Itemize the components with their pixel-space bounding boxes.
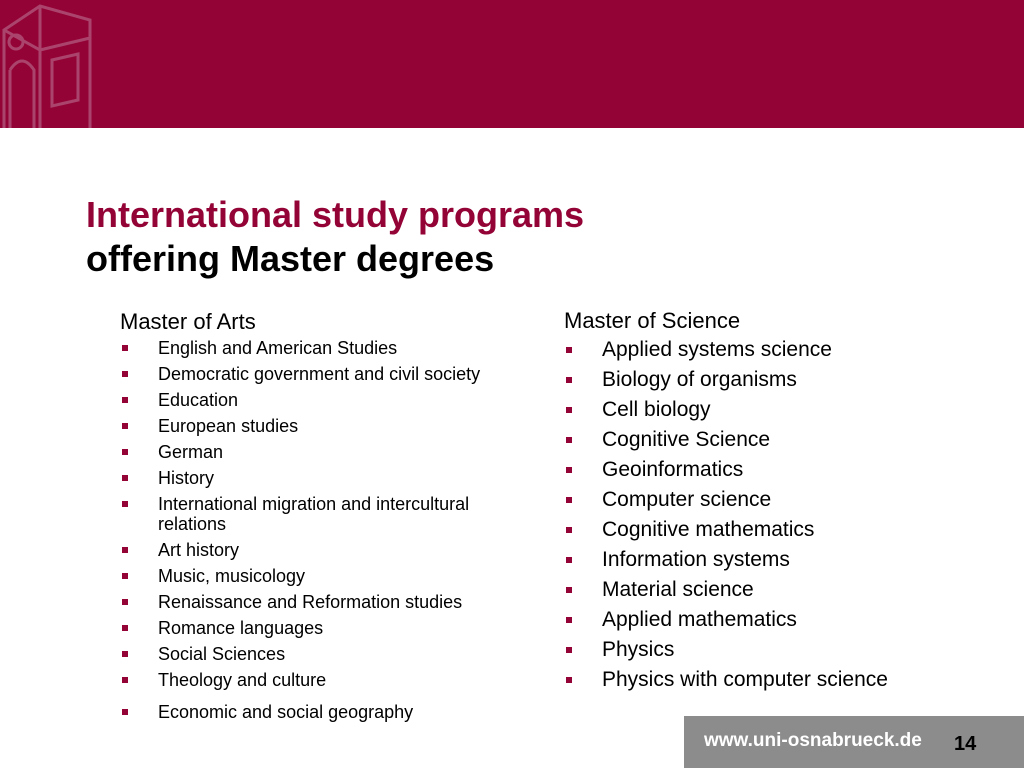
list-item-label: Geoinformatics: [602, 458, 744, 481]
list-item: [564, 667, 984, 693]
list-item-label: Cell biology: [602, 398, 711, 421]
square-bullet-icon: [566, 497, 572, 503]
master-of-arts-column: [120, 308, 540, 728]
list-item: [564, 457, 984, 483]
list-item: [120, 592, 540, 612]
list-item-label: Cognitive mathematics: [602, 518, 815, 541]
list-item: [564, 607, 984, 633]
square-bullet-icon: [566, 527, 572, 533]
square-bullet-icon: [566, 347, 572, 353]
list-item: [564, 547, 984, 573]
list-item: [120, 494, 540, 534]
footer-bar: [684, 716, 1024, 768]
list-item: [120, 364, 540, 384]
list-item-label: Art history: [158, 540, 240, 560]
list-item-label: Cognitive Science: [602, 428, 771, 451]
list-item-label: Theology and culture: [158, 670, 327, 690]
list-item: [120, 442, 540, 462]
square-bullet-icon: [122, 423, 128, 429]
square-bullet-icon: [122, 345, 128, 351]
list-item: [564, 337, 984, 363]
list-item: [120, 338, 540, 358]
list-item-label: Physics with computer science: [602, 668, 888, 691]
list-item: [120, 468, 540, 488]
list-item-label: Physics: [602, 638, 675, 661]
master-of-arts-heading: Master of Arts: [120, 309, 256, 334]
list-item-label: Social Sciences: [158, 644, 286, 664]
master-of-science-list: [564, 337, 984, 693]
title-line-1: International study programs: [86, 194, 585, 235]
page-number: 14: [954, 733, 977, 755]
list-item-label: Biology of organisms: [602, 368, 797, 391]
square-bullet-icon: [566, 437, 572, 443]
square-bullet-icon: [566, 467, 572, 473]
list-item-label: Information systems: [602, 548, 790, 571]
square-bullet-icon: [566, 587, 572, 593]
list-item: [564, 577, 984, 603]
list-item: [120, 390, 540, 410]
square-bullet-icon: [122, 677, 128, 683]
list-item: [564, 427, 984, 453]
slide-title: [86, 193, 584, 281]
university-building-outline-icon: [0, 0, 100, 128]
list-item-label: Material science: [602, 578, 754, 601]
list-item-label: Economic and social geography: [158, 702, 414, 722]
list-item: [564, 487, 984, 513]
master-of-science-heading: Master of Science: [564, 308, 741, 333]
square-bullet-icon: [566, 407, 572, 413]
square-bullet-icon: [566, 557, 572, 563]
title-line-2: offering Master degrees: [86, 238, 495, 279]
square-bullet-icon: [122, 573, 128, 579]
square-bullet-icon: [566, 377, 572, 383]
list-item-label: Romance languages: [158, 618, 324, 638]
list-item: [564, 397, 984, 423]
square-bullet-icon: [122, 397, 128, 403]
list-item-label: Computer science: [602, 488, 772, 511]
list-item: [120, 566, 540, 586]
square-bullet-icon: [122, 625, 128, 631]
header-banner: [0, 0, 1024, 128]
square-bullet-icon: [566, 617, 572, 623]
list-item: [120, 416, 540, 436]
list-item-label: Music, musicology: [158, 566, 306, 586]
square-bullet-icon: [122, 475, 128, 481]
square-bullet-icon: [566, 677, 572, 683]
list-item: [120, 540, 540, 560]
master-of-arts-list: [120, 338, 540, 722]
list-item: [120, 644, 540, 664]
square-bullet-icon: [122, 501, 128, 507]
list-item: [120, 618, 540, 638]
list-item: [564, 517, 984, 543]
list-item: [564, 367, 984, 393]
list-item-label: International migration and intercultural relations: [158, 494, 470, 534]
list-item: [120, 670, 540, 690]
master-of-science-column: [564, 307, 984, 697]
list-item-label: European studies: [158, 416, 299, 436]
list-item: [120, 702, 540, 722]
list-item-label: Education: [158, 390, 239, 410]
list-item-label: Democratic government and civil society: [158, 364, 481, 384]
website-link[interactable]: www.uni-osnabrueck.de: [704, 730, 922, 751]
list-item: [564, 637, 984, 663]
square-bullet-icon: [122, 371, 128, 377]
square-bullet-icon: [122, 651, 128, 657]
square-bullet-icon: [566, 647, 572, 653]
square-bullet-icon: [122, 709, 128, 715]
square-bullet-icon: [122, 449, 128, 455]
list-item-label: Applied mathematics: [602, 608, 797, 631]
list-item-label: Renaissance and Reformation studies: [158, 592, 463, 612]
list-item-label: English and American Studies: [158, 338, 398, 358]
list-item-label: History: [158, 468, 215, 488]
list-item-label: German: [158, 442, 224, 462]
list-item-label: Applied systems science: [602, 338, 832, 361]
square-bullet-icon: [122, 547, 128, 553]
square-bullet-icon: [122, 599, 128, 605]
